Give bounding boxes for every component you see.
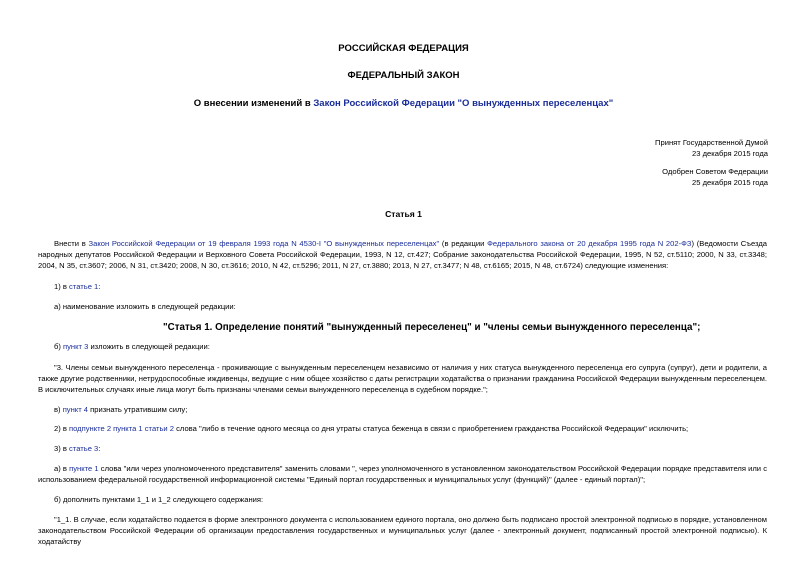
item-3-suffix: : <box>98 444 101 453</box>
item-1-suffix: : <box>98 282 101 291</box>
intro-text-3: ) (Ведомости Съезда народных депутатов Российской Федерации и Верховного Совета Российской Федерации, 1993, N 12, ст.427; Собрание законодательства Российской Федерации, 1995, N 52, ст.5110; 2000, N 33, ст.3348; 2004, N 35, ст.3607; 2006, N 31, ст.3420; 2008, N 30, ст.3616; 2010, N 42, ст.5296; 2011, N 27, ст.3880; 2013, N 27, ст.3477; N 48, ст.6165; 2015, N 48, ст.6724) следующие изменения: <box>38 239 768 270</box>
item-3a <box>38 463 767 485</box>
country-heading: РОССИЙСКАЯ ФЕДЕРАЦИЯ <box>338 43 469 54</box>
item-3-link[interactable]: статье 3 <box>69 444 99 453</box>
adoption-council-date: 25 декабря 2015 года <box>692 178 768 187</box>
item-3-prefix: 3) в <box>54 444 70 453</box>
item-1b <box>54 341 210 352</box>
adoption-council-label: Одобрен Советом Федерации <box>662 167 768 176</box>
item-3b: б) дополнить пунктами 1_1 и 1_2 следующего содержания: <box>54 495 264 504</box>
item-1v <box>54 404 187 415</box>
item-3a-suffix: слова "или через уполномоченного представителя" заменить словами ", через уполномоченного в установленном законодательством Российской Федерации порядке представителя или с использованием федеральной государственной информационной системы "Единый портал государственных и муниципальных услуг (функций)" (далее - единый портал)"; <box>38 464 767 484</box>
item-1v-prefix: в) <box>54 405 63 414</box>
item-2-link[interactable]: подпункте 2 пункта 1 статьи 2 <box>69 424 175 433</box>
intro-paragraph <box>38 238 767 271</box>
adoption-duma <box>655 137 768 159</box>
intro-law-link[interactable]: Закон Российской Федерации от 19 февраля 1993 года N 4530-I "О вынужденных переселенцах" <box>88 239 440 248</box>
adoption-duma-label: Принят Государственной Думой <box>655 138 768 147</box>
intro-text-2: (в редакции <box>439 239 488 248</box>
item-3a-prefix: а) в <box>54 464 70 473</box>
item-1a: а) наименование изложить в следующей редакции: <box>54 302 236 311</box>
item-1b-link[interactable]: пункт 3 <box>63 342 89 351</box>
article-heading: Статья 1 <box>385 209 422 219</box>
item-1 <box>54 281 100 292</box>
item-3a-link[interactable]: пункте 1 <box>69 464 99 473</box>
item-2-prefix: 2) в <box>54 424 70 433</box>
law-title-prefix: О внесении изменений в <box>193 98 314 109</box>
intro-federal-law-link[interactable]: Федерального закона от 20 декабря 1995 года N 202-ФЗ <box>487 239 692 248</box>
law-title-link[interactable]: Закон Российской Федерации "О вынужденных переселенцах" <box>313 98 614 109</box>
item-1b-prefix: б) <box>54 342 63 351</box>
item-1-link[interactable]: статье 1 <box>69 282 99 291</box>
item-1-prefix: 1) в <box>54 282 70 291</box>
item-2 <box>54 423 688 434</box>
item-1v-suffix: признать утратившим силу; <box>88 405 188 414</box>
item-1b-suffix: изложить в следующей редакции: <box>88 342 210 351</box>
adoption-council <box>662 166 768 188</box>
law-type-heading: ФЕДЕРАЛЬНЫЙ ЗАКОН <box>347 70 460 81</box>
item-3 <box>54 443 100 454</box>
item-2-suffix: слова "либо в течение одного месяца со дня утраты статуса беженца в связи с приобретением гражданства Российской Федерации" исключить; <box>174 424 689 433</box>
item-1v-link[interactable]: пункт 4 <box>62 405 89 414</box>
paragraph-3-text: "3. Члены семьи вынужденного переселенца - проживающие с вынужденным переселенцем независимо от наличия у них статуса вынужденного переселенца его супруга (супруг), дети и родители, а также другие родственники, нетрудоспособные иждивенцы, ведущие с ним общее хозяйство с даты регистрации ходатайства о признании гражданина Российской Федерации вынужденным переселенцем. В исключительных случаях иные лица могут быть признаны членами семьи вынужденного переселенца в судебном порядке."; <box>38 363 767 394</box>
adoption-duma-date: 23 декабря 2015 года <box>692 149 768 158</box>
article-1-new-title: "Статья 1. Определение понятий "вынужденный переселенец" и "члены семьи вынужденного переселенца"; <box>163 322 701 333</box>
intro-text-1: Внести в <box>54 239 89 248</box>
law-title <box>0 98 807 109</box>
paragraph-1-1-text: "1_1. В случае, если ходатайство подается в форме электронного документа с использованием единого портала, оно должно быть подписано простой электронной подписью в порядке, установленном законодательством Российской Федерации об организации предоставления государственных и муниципальных услуг (далее - электронный документ, подписанный простой электронной подписью). К ходатайству <box>38 515 767 546</box>
